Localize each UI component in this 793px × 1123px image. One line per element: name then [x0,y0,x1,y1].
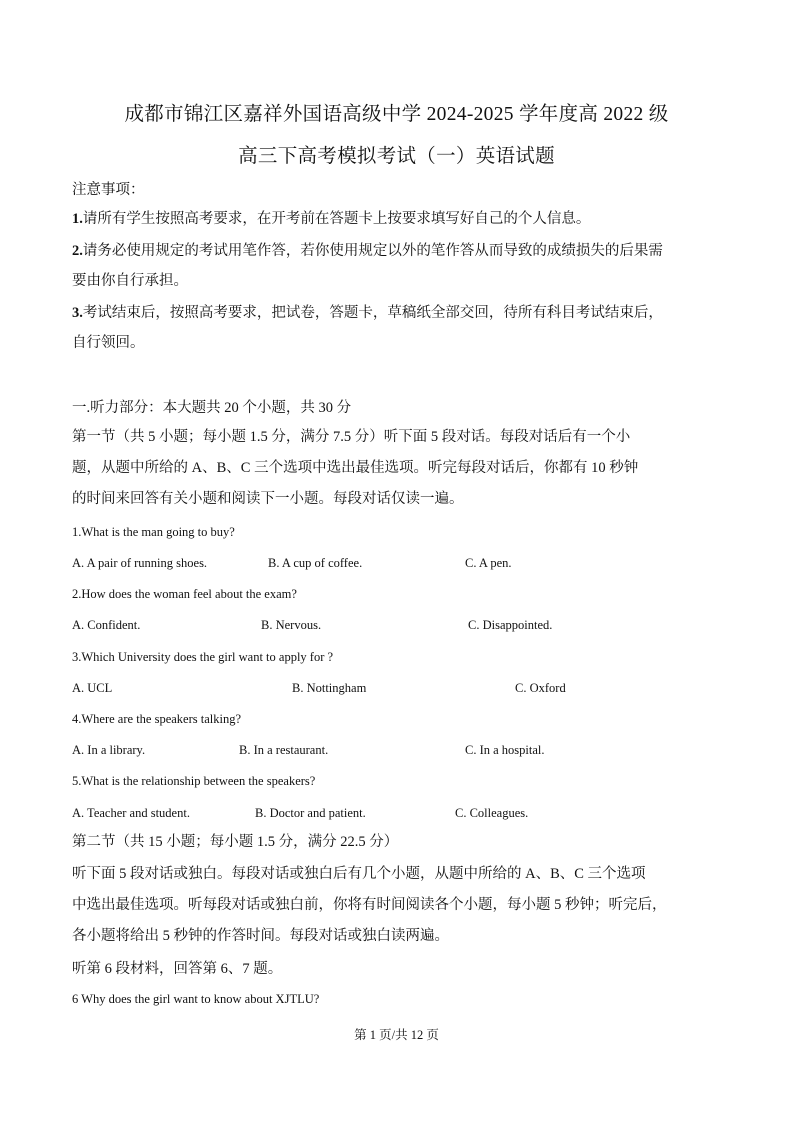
q2-option-c: C. Disappointed. [468,618,553,632]
q2-option-b: B. Nervous. [261,618,322,632]
section2-instructions-line2: 中选出最佳选项。听每段对话或独白前，你将有时间阅读各个小题，每小题 5 秒钟；听完后， [72,897,667,913]
q5-option-c: C. Colleagues. [455,806,529,820]
q3-option-c: C. Oxford [515,681,566,695]
notice-item-1-number: 1. [72,211,83,227]
notice-item-2-line1 [72,236,732,266]
section1-instructions-line2: 题，从题中所给的 A、B、C 三个选项中选出最佳选项。听完每段对话后，你都有 10 秒钟 [72,460,639,476]
section2-instructions-line1: 听下面 5 段对话或独白。每段对话或独白后有几个小题，从题中所给的 A、B、C 三个选项 [72,866,646,882]
notice-item-3-number: 3. [72,305,83,321]
q4-option-a: A. In a library. [72,743,146,757]
question-5: 5.What is the relationship between the speakers? [72,774,316,788]
q1-option-a: A. A pair of running shoes. [72,556,208,570]
section2-heading: 第二节（共 15 小题；每小题 1.5 分，满分 22.5 分） [72,834,399,850]
q1-option-b: B. A cup of coffee. [268,556,363,570]
exam-title-line1: 成都市锦江区嘉祥外国语高级中学 2024-2025 学年度高 2022 级 [124,104,669,125]
q1-option-c: C. A pen. [465,556,512,570]
q5-option-b: B. Doctor and patient. [255,806,366,820]
notice-item-3-line1 [72,298,732,328]
exam-title-line2: 高三下高考模拟考试（一）英语试题 [238,146,555,167]
notice-item-2-number: 2. [72,243,83,259]
page-footer: 第 1 页/共 12 页 [354,1028,439,1042]
question-6: 6 Why does the girl want to know about XJTLU? [72,992,320,1006]
q3-option-a: A. UCL [72,681,113,695]
section1-heading: 一.听力部分：本大题共 20 个小题，共 30 分 [72,400,352,416]
notice-item-2-line2: 要由你自行承担。 [72,273,188,289]
section2-material-6: 听第 6 段材料，回答第 6、7 题。 [72,961,283,977]
q3-option-b: B. Nottingham [292,681,367,695]
question-4: 4.Where are the speakers talking? [72,712,242,726]
q2-option-a: A. Confident. [72,618,141,632]
question-2: 2.How does the woman feel about the exam? [72,587,297,601]
question-1: 1.What is the man going to buy? [72,525,235,539]
notice-item-1-text: 请所有学生按照高考要求，在开考前在答题卡上按要求填写好自己的个人信息。 [82,211,591,227]
notice-item-2-text: 请务必使用规定的考试用笔作答，若你使用规定以外的笔作答从而导致的成绩损失的后果需 [82,243,663,259]
q4-option-b: B. In a restaurant. [239,743,329,757]
q5-option-a: A. Teacher and student. [72,806,190,820]
notice-heading: 注意事项： [72,182,145,198]
section1-instructions-line1: 第一节（共 5 小题；每小题 1.5 分，满分 7.5 分）听下面 5 段对话。每段对话后有一个小 [72,429,631,445]
notice-item-1 [72,204,732,234]
section2-instructions-line3: 各小题将给出 5 秒钟的作答时间。每段对话或独白读两遍。 [72,928,449,944]
notice-item-3-text: 考试结束后，按照高考要求，把试卷，答题卡，草稿纸全部交回，待所有科目考试结束后， [82,305,663,321]
notice-item-3-line2: 自行领回。 [72,335,145,351]
question-3: 3.Which University does the girl want to apply for ? [72,650,334,664]
section1-instructions-line3: 的时间来回答有关小题和阅读下一小题。每段对话仅读一遍。 [72,491,464,507]
q4-option-c: C. In a hospital. [465,743,545,757]
